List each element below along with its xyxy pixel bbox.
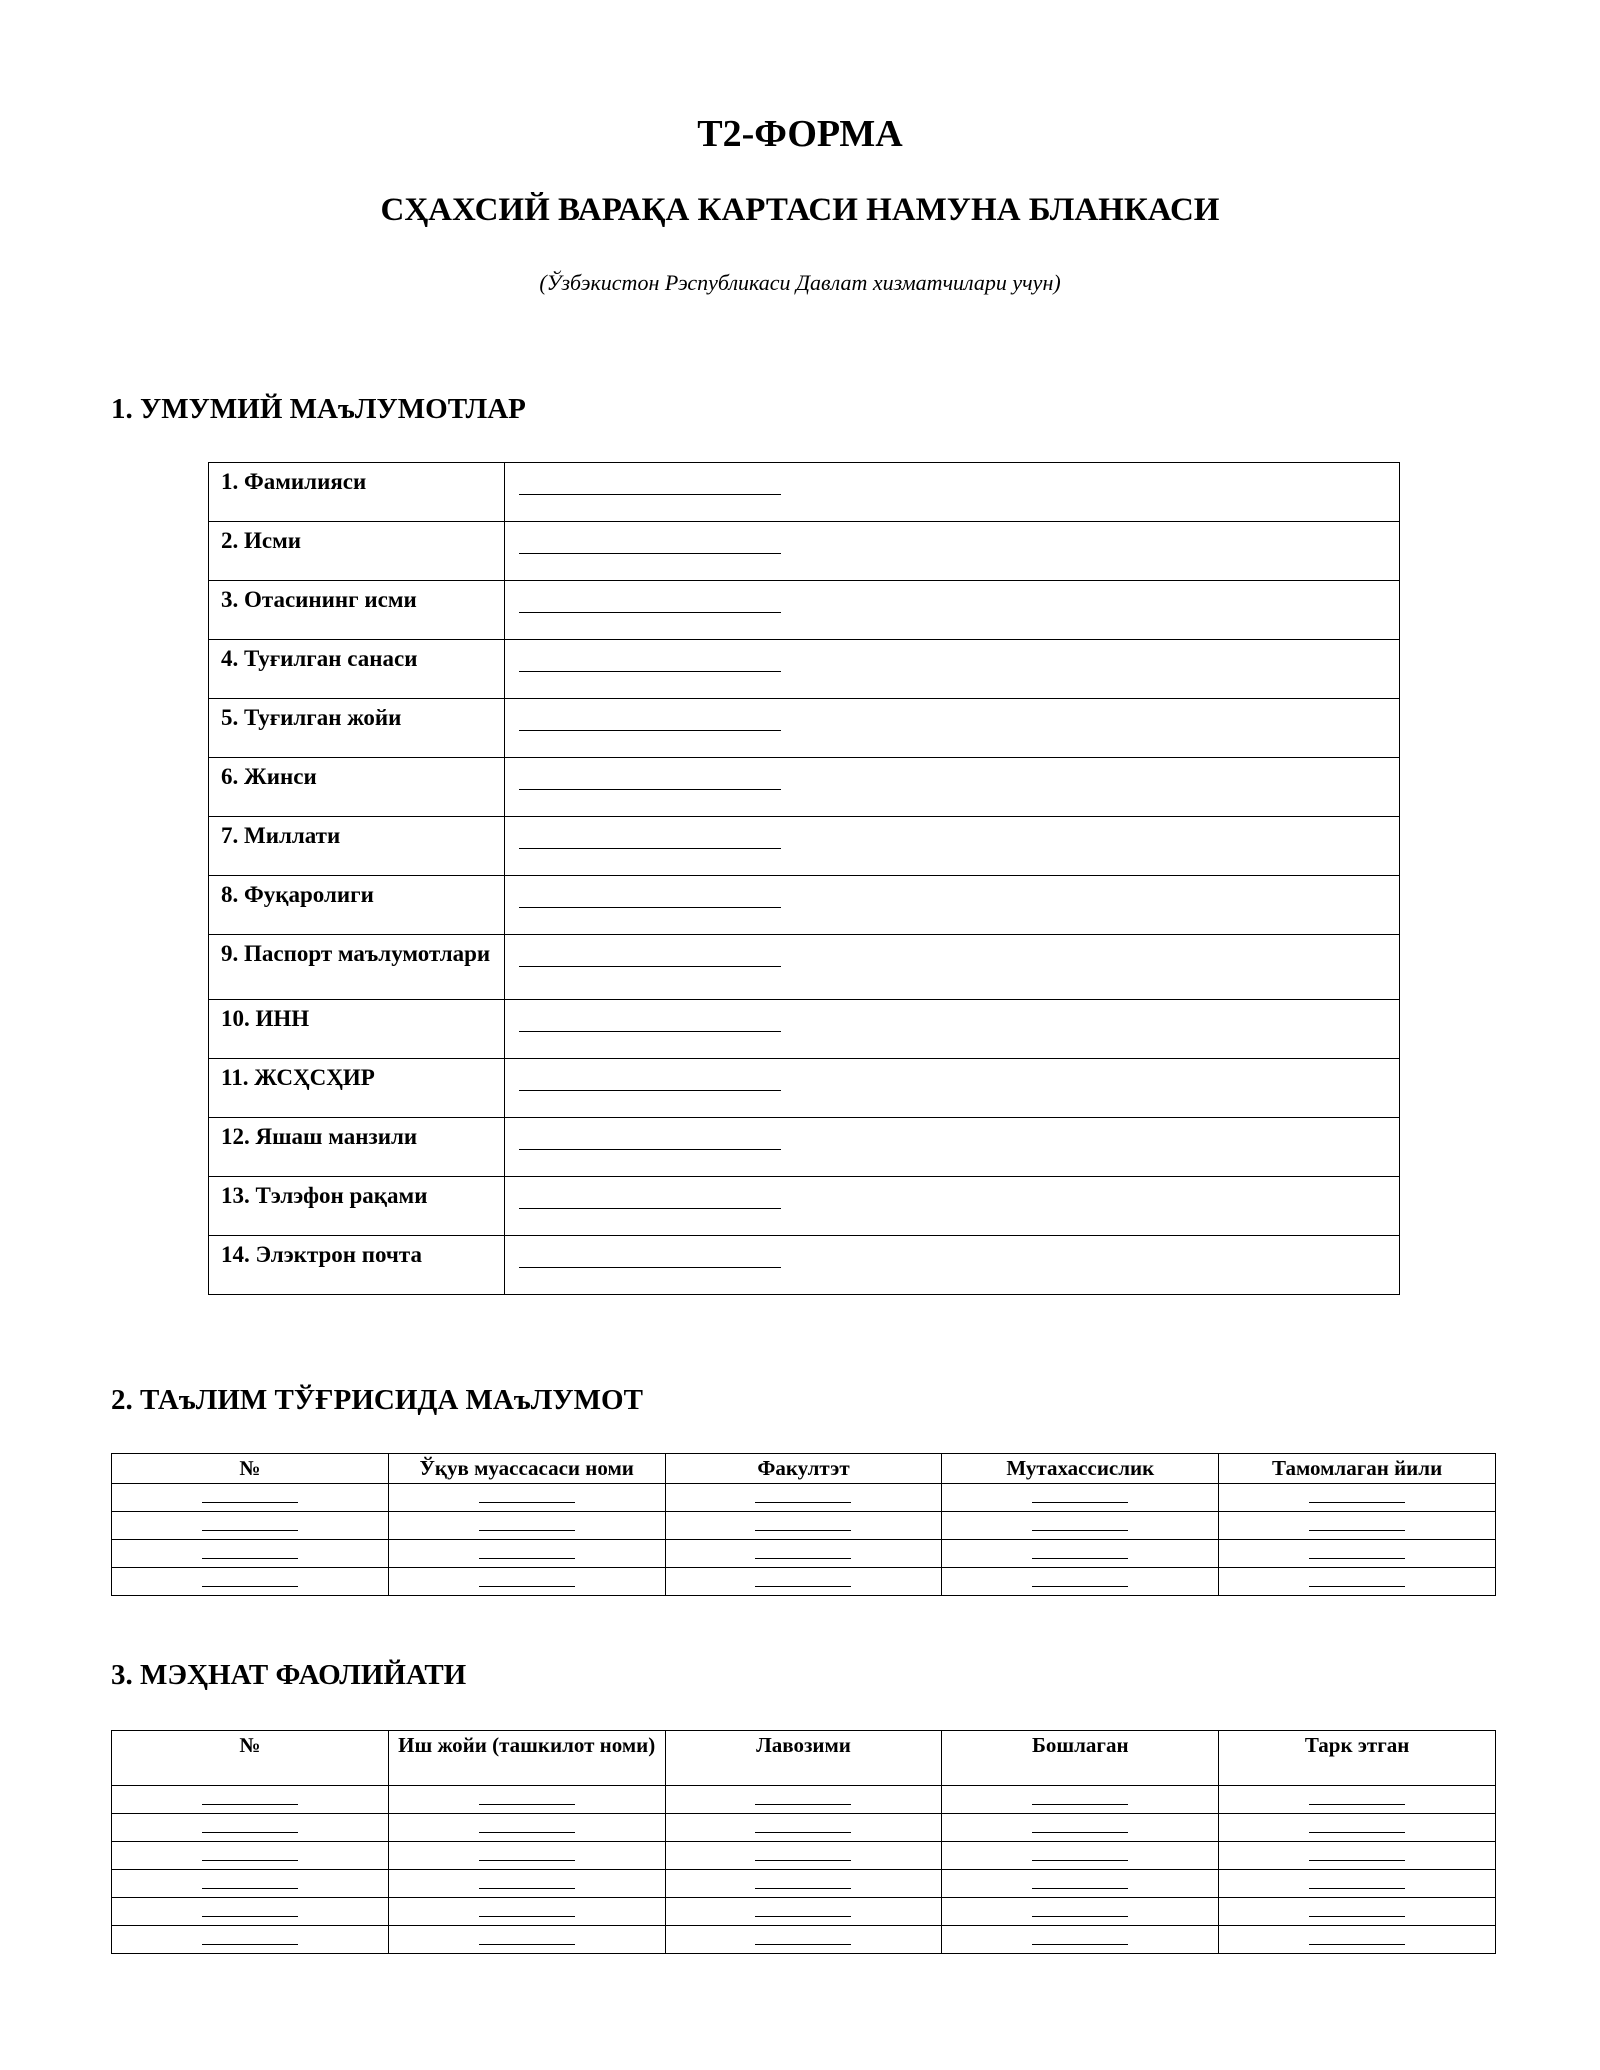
fill-in-line xyxy=(479,1916,575,1917)
fill-in-line xyxy=(202,1888,298,1889)
blank-cell[interactable] xyxy=(1219,1842,1496,1870)
form-note: (Ўзбэкистон Рэспубликаси Давлат хизматчилари учун) xyxy=(539,270,1061,295)
blank-cell[interactable] xyxy=(388,1842,665,1870)
fill-in-line xyxy=(479,1586,575,1587)
blank-cell[interactable] xyxy=(942,1898,1219,1926)
fill-in-line xyxy=(519,1245,781,1268)
blank-cell[interactable] xyxy=(388,1926,665,1954)
blank-cell[interactable] xyxy=(665,1814,942,1842)
blank-cell[interactable] xyxy=(112,1786,389,1814)
blank-cell[interactable] xyxy=(942,1814,1219,1842)
field-label: 10. ИНН xyxy=(209,1000,505,1059)
field-label: 8. Фуқаролиги xyxy=(209,876,505,935)
fill-in-line xyxy=(202,1502,298,1503)
blank-cell[interactable] xyxy=(112,1842,389,1870)
blank-cell[interactable] xyxy=(112,1898,389,1926)
blank-cell[interactable] xyxy=(112,1814,389,1842)
fill-in-line xyxy=(755,1832,851,1833)
fill-in-line xyxy=(1309,1860,1405,1861)
table-row xyxy=(112,1512,1496,1540)
blank-cell[interactable] xyxy=(112,1926,389,1954)
column-header: Иш жойи (ташкилот номи) xyxy=(388,1731,665,1786)
fill-in-line xyxy=(202,1916,298,1917)
table-row xyxy=(112,1484,1496,1512)
blank-cell[interactable] xyxy=(942,1568,1219,1596)
field-label: 6. Жинси xyxy=(209,758,505,817)
fill-in-line xyxy=(1032,1530,1128,1531)
field-label: 11. ЖСҲСҲИР xyxy=(209,1059,505,1118)
fill-in-line xyxy=(519,590,781,613)
fill-in-line xyxy=(202,1860,298,1861)
form-subtitle: СҲАХСИЙ ВАРАҚА КАРТАСИ НАМУНА БЛАНКАСИ xyxy=(380,192,1220,228)
fill-in-line xyxy=(519,1068,781,1091)
fill-in-line xyxy=(755,1502,851,1503)
blank-cell[interactable] xyxy=(665,1870,942,1898)
fill-in-line xyxy=(479,1502,575,1503)
fill-in-line xyxy=(479,1944,575,1945)
blank-cell[interactable] xyxy=(1219,1484,1496,1512)
blank-cell[interactable] xyxy=(942,1786,1219,1814)
blank-cell[interactable] xyxy=(1219,1814,1496,1842)
blank-cell[interactable] xyxy=(665,1540,942,1568)
blank-cell[interactable] xyxy=(388,1786,665,1814)
field-value-blank[interactable] xyxy=(505,1236,1400,1295)
form-field-row xyxy=(209,1118,1400,1177)
form-field-row xyxy=(209,522,1400,581)
fill-in-line xyxy=(479,1832,575,1833)
fill-in-line xyxy=(1309,1916,1405,1917)
field-value-blank[interactable] xyxy=(505,935,1400,1000)
blank-cell[interactable] xyxy=(388,1568,665,1596)
fill-in-line xyxy=(479,1860,575,1861)
fill-in-line xyxy=(202,1558,298,1559)
table-row xyxy=(112,1898,1496,1926)
form-field-row xyxy=(209,699,1400,758)
table-row xyxy=(112,1842,1496,1870)
blank-cell[interactable] xyxy=(942,1842,1219,1870)
form-field-row xyxy=(209,640,1400,699)
blank-cell[interactable] xyxy=(388,1540,665,1568)
fill-in-line xyxy=(519,1186,781,1209)
fill-in-line xyxy=(519,472,781,495)
fill-in-line xyxy=(519,1009,781,1032)
field-value-blank[interactable] xyxy=(505,699,1400,758)
field-value-blank[interactable] xyxy=(505,1118,1400,1177)
form-field-row xyxy=(209,1177,1400,1236)
fill-in-line xyxy=(202,1944,298,1945)
fill-in-line xyxy=(1032,1586,1128,1587)
column-header: Ўқув муассасаси номи xyxy=(388,1454,665,1484)
field-value-blank[interactable] xyxy=(505,463,1400,522)
fill-in-line xyxy=(202,1586,298,1587)
column-header: Тамомлаган йили xyxy=(1219,1454,1496,1484)
fill-in-line xyxy=(519,708,781,731)
fill-in-line xyxy=(1032,1804,1128,1805)
field-label: 1. Фамилияси xyxy=(209,463,505,522)
field-label: 3. Отасининг исми xyxy=(209,581,505,640)
blank-cell[interactable] xyxy=(388,1898,665,1926)
fill-in-line xyxy=(1032,1502,1128,1503)
form-field-row xyxy=(209,935,1400,1000)
blank-cell[interactable] xyxy=(1219,1512,1496,1540)
column-header: № xyxy=(112,1454,389,1484)
field-value-blank[interactable] xyxy=(505,876,1400,935)
fill-in-line xyxy=(479,1804,575,1805)
table-row xyxy=(112,1786,1496,1814)
fill-in-line xyxy=(1309,1832,1405,1833)
table-row xyxy=(112,1870,1496,1898)
form-field-row xyxy=(209,1000,1400,1059)
blank-cell[interactable] xyxy=(112,1484,389,1512)
column-header: Лавозими xyxy=(665,1731,942,1786)
education-table xyxy=(111,1453,1496,1596)
form-field-row xyxy=(209,1236,1400,1295)
column-header: Бошлаган xyxy=(942,1731,1219,1786)
section-work-heading: 3. МЭҲНАТ ФАОЛИЙАТИ xyxy=(111,1659,467,1691)
form-field-row xyxy=(209,463,1400,522)
fill-in-line xyxy=(1032,1860,1128,1861)
table-row xyxy=(112,1568,1496,1596)
work-history-table xyxy=(111,1730,1496,1954)
field-label: 7. Миллати xyxy=(209,817,505,876)
column-header: Факултэт xyxy=(665,1454,942,1484)
fill-in-line xyxy=(519,767,781,790)
fill-in-line xyxy=(755,1804,851,1805)
field-label: 12. Яшаш манзили xyxy=(209,1118,505,1177)
field-label: 4. Туғилган санаси xyxy=(209,640,505,699)
table-row xyxy=(112,1926,1496,1954)
column-header: № xyxy=(112,1731,389,1786)
table-row xyxy=(112,1540,1496,1568)
blank-cell[interactable] xyxy=(942,1540,1219,1568)
table-row xyxy=(112,1814,1496,1842)
fill-in-line xyxy=(519,826,781,849)
column-header: Мутахассислик xyxy=(942,1454,1219,1484)
blank-cell[interactable] xyxy=(665,1926,942,1954)
fill-in-line xyxy=(519,1127,781,1150)
section-education-heading: 2. ТАъЛИМ ТЎҒРИСИДА МАъЛУМОТ xyxy=(111,1384,643,1416)
fill-in-line xyxy=(1309,1558,1405,1559)
field-label: 14. Элэктрон почта xyxy=(209,1236,505,1295)
field-value-blank[interactable] xyxy=(505,522,1400,581)
fill-in-line xyxy=(755,1586,851,1587)
field-label: 2. Исми xyxy=(209,522,505,581)
blank-cell[interactable] xyxy=(1219,1568,1496,1596)
fill-in-line xyxy=(755,1916,851,1917)
form-field-row xyxy=(209,817,1400,876)
blank-cell[interactable] xyxy=(1219,1870,1496,1898)
section-general-heading: 1. УМУМИЙ МАъЛУМОТЛАР xyxy=(111,393,526,425)
form-field-row xyxy=(209,758,1400,817)
fill-in-line xyxy=(755,1860,851,1861)
blank-cell[interactable] xyxy=(942,1926,1219,1954)
field-label: 9. Паспорт маълумотлари xyxy=(209,935,505,1000)
blank-cell[interactable] xyxy=(1219,1898,1496,1926)
blank-cell[interactable] xyxy=(665,1786,942,1814)
blank-cell[interactable] xyxy=(112,1568,389,1596)
blank-cell[interactable] xyxy=(665,1484,942,1512)
fill-in-line xyxy=(202,1804,298,1805)
field-label: 13. Тэлэфон рақами xyxy=(209,1177,505,1236)
field-value-blank[interactable] xyxy=(505,1059,1400,1118)
fill-in-line xyxy=(1032,1888,1128,1889)
form-title: Т2-ФОРМА xyxy=(697,113,903,155)
form-field-row xyxy=(209,581,1400,640)
blank-cell[interactable] xyxy=(112,1870,389,1898)
field-value-blank[interactable] xyxy=(505,581,1400,640)
blank-cell[interactable] xyxy=(112,1512,389,1540)
blank-cell[interactable] xyxy=(665,1842,942,1870)
fill-in-line xyxy=(202,1530,298,1531)
fill-in-line xyxy=(1309,1804,1405,1805)
blank-cell[interactable] xyxy=(665,1568,942,1596)
field-value-blank[interactable] xyxy=(505,817,1400,876)
fill-in-line xyxy=(1032,1832,1128,1833)
blank-cell[interactable] xyxy=(388,1870,665,1898)
blank-cell[interactable] xyxy=(1219,1540,1496,1568)
fill-in-line xyxy=(202,1832,298,1833)
fill-in-line xyxy=(479,1888,575,1889)
fill-in-line xyxy=(1309,1888,1405,1889)
fill-in-line xyxy=(755,1888,851,1889)
fill-in-line xyxy=(1032,1558,1128,1559)
blank-cell[interactable] xyxy=(942,1870,1219,1898)
blank-cell[interactable] xyxy=(388,1814,665,1842)
blank-cell[interactable] xyxy=(665,1512,942,1540)
fill-in-line xyxy=(519,649,781,672)
fill-in-line xyxy=(1309,1944,1405,1945)
field-value-blank[interactable] xyxy=(505,758,1400,817)
blank-cell[interactable] xyxy=(388,1512,665,1540)
blank-cell[interactable] xyxy=(1219,1926,1496,1954)
general-info-table xyxy=(208,462,1400,1295)
fill-in-line xyxy=(519,885,781,908)
fill-in-line xyxy=(519,944,781,967)
blank-cell[interactable] xyxy=(942,1512,1219,1540)
fill-in-line xyxy=(479,1530,575,1531)
fill-in-line xyxy=(1309,1586,1405,1587)
fill-in-line xyxy=(1309,1530,1405,1531)
blank-cell[interactable] xyxy=(388,1484,665,1512)
field-value-blank[interactable] xyxy=(505,1177,1400,1236)
field-value-blank[interactable] xyxy=(505,1000,1400,1059)
fill-in-line xyxy=(519,531,781,554)
fill-in-line xyxy=(1032,1944,1128,1945)
fill-in-line xyxy=(1032,1916,1128,1917)
form-field-row xyxy=(209,1059,1400,1118)
field-value-blank[interactable] xyxy=(505,640,1400,699)
column-header: Тарк этган xyxy=(1219,1731,1496,1786)
form-field-row xyxy=(209,876,1400,935)
fill-in-line xyxy=(755,1530,851,1531)
blank-cell[interactable] xyxy=(942,1484,1219,1512)
fill-in-line xyxy=(755,1944,851,1945)
fill-in-line xyxy=(755,1558,851,1559)
blank-cell[interactable] xyxy=(1219,1786,1496,1814)
fill-in-line xyxy=(479,1558,575,1559)
blank-cell[interactable] xyxy=(112,1540,389,1568)
fill-in-line xyxy=(1309,1502,1405,1503)
field-label: 5. Туғилган жойи xyxy=(209,699,505,758)
blank-cell[interactable] xyxy=(665,1898,942,1926)
